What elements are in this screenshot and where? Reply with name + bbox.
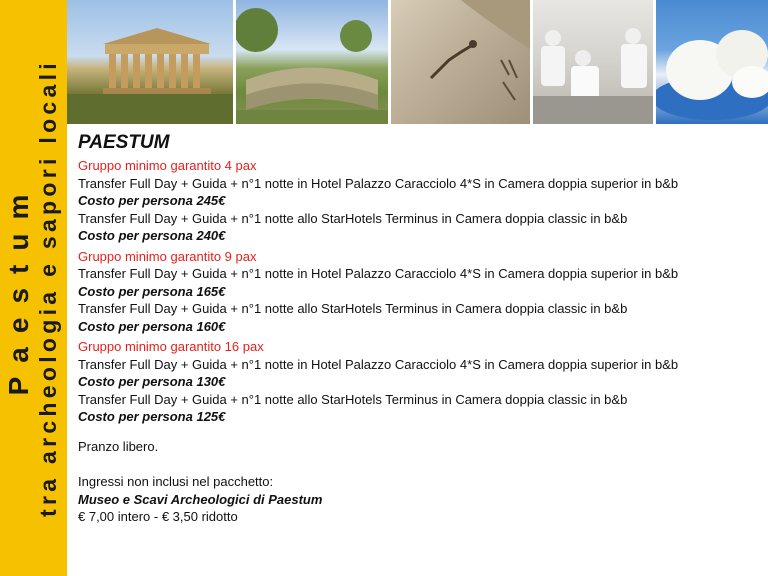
sidebar-title-line1: Paestum <box>3 180 34 396</box>
temple-photo <box>67 0 233 124</box>
main-content <box>78 131 758 526</box>
mozzarella-photo <box>656 0 768 124</box>
photo-strip <box>67 0 768 124</box>
price-line: Costo per persona 130€ <box>78 374 226 389</box>
group-9-pax <box>78 248 758 336</box>
option-line: Transfer Full Day + Guida + n°1 notte allo StarHotels Terminus in Camera doppia classic in b&b <box>78 301 628 316</box>
option-line: Transfer Full Day + Guida + n°1 notte allo StarHotels Terminus in Camera doppia classic in b&b <box>78 210 628 226</box>
group-heading: Gruppo minimo garantito 9 pax <box>78 248 257 264</box>
group-heading: Gruppo minimo garantito 16 pax <box>78 339 264 354</box>
option-line: Transfer Full Day + Guida + n°1 notte in Hotel Palazzo Caracciolo 4*S in Camera doppia superior in b&b <box>78 266 679 281</box>
price-line: Costo per persona 245€ <box>78 193 226 208</box>
entries-label: Ingressi non inclusi nel pacchetto: <box>78 474 274 489</box>
price-line: Costo per persona 240€ <box>78 228 226 243</box>
sidebar-title <box>0 0 67 576</box>
sidebar-title-line2: tra archeologia e sapori locali <box>35 59 61 517</box>
tomb-of-the-diver-photo <box>391 0 530 124</box>
museum-name: Museo e Scavi Archeologici di Paestum <box>78 491 323 507</box>
amphitheatre-photo <box>236 0 387 124</box>
group-heading: Gruppo minimo garantito 4 pax <box>78 158 257 173</box>
price-line: Costo per persona 165€ <box>78 283 226 299</box>
mozzarella-makers-photo <box>533 0 652 124</box>
ticket-prices: € 7,00 intero - € 3,50 ridotto <box>78 509 238 524</box>
option-line: Transfer Full Day + Guida + n°1 notte allo StarHotels Terminus in Camera doppia classic in b&b <box>78 391 628 407</box>
page-title: PAESTUM <box>78 132 170 153</box>
price-line: Costo per persona 125€ <box>78 409 226 424</box>
option-line: Transfer Full Day + Guida + n°1 notte in Hotel Palazzo Caracciolo 4*S in Camera doppia superior in b&b <box>78 356 679 372</box>
group-16-pax <box>78 338 758 426</box>
lunch-note: Pranzo libero. <box>78 438 159 454</box>
price-line: Costo per persona 160€ <box>78 318 226 334</box>
group-4-pax <box>78 157 758 245</box>
option-line: Transfer Full Day + Guida + n°1 notte in Hotel Palazzo Caracciolo 4*S in Camera doppia superior in b&b <box>78 175 679 191</box>
